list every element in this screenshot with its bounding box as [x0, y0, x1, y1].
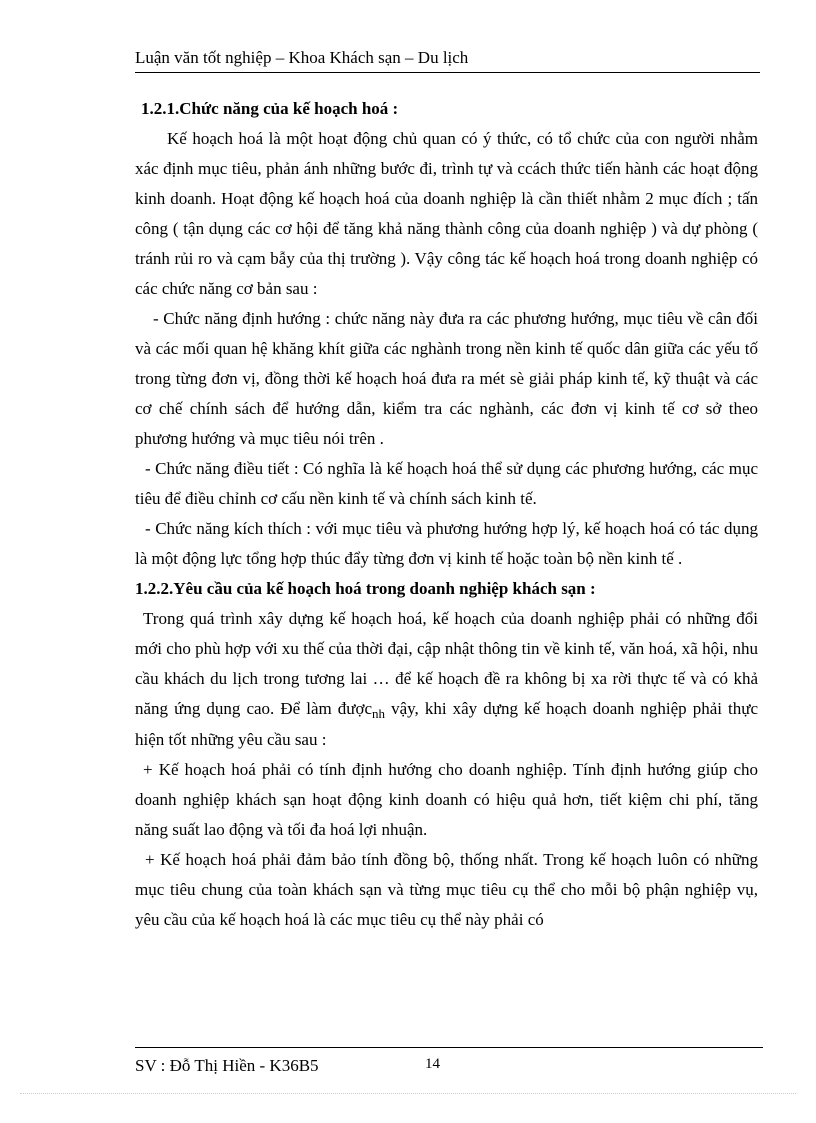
page-header: Luận văn tốt nghiệp – Khoa Khách sạn – Du lịch	[135, 48, 469, 67]
paragraph	[135, 604, 758, 755]
paragraph: - Chức năng kích thích : với mục tiêu và phương hướng hợp lý, kế hoạch hoá có tác dụng là một động lực tổng hợp thúc đẩy từng đơn vị kinh tế hoặc toàn bộ nền kinh tế .	[135, 519, 758, 568]
paragraph-text: Trong quá trình xây dựng kế hoạch hoá, kế hoạch của doanh nghiệp phải có những đổi mới cho phù hợp với xu thế của thời đại, cập nhật thông tin về kinh tế, văn hoá, xã hội, nhu cầu khách du lịch trong tương lai … để kế hoạch đề ra không bị xa rời thực tế và có khả năng ứng dụng cao. Để làm được	[135, 609, 758, 718]
paragraph: - Chức năng điều tiết : Có nghĩa là kế hoạch hoá thể sử dụng các phương hướng, các mục tiêu để điều chỉnh cơ cấu nền kinh tế và chính sách kinh tế.	[135, 459, 758, 508]
paragraph: + Kế hoạch hoá phải đảm bảo tính đồng bộ, thống nhất. Trong kế hoạch luôn có những mục tiêu chung của toàn khách sạn và từng mục tiêu cụ thể cho mỗi bộ phận nghiệp vụ, yêu cầu của kế hoạch hoá là các mục tiêu cụ thể này phải có	[135, 850, 758, 929]
footer-divider	[135, 1047, 763, 1048]
section-heading-1-2-1: 1.2.1.Chức năng của kế hoạch hoá :	[141, 99, 399, 118]
page-bottom-border	[20, 1093, 796, 1094]
paragraph: + Kế hoạch hoá phải có tính định hướng cho doanh nghiệp. Tính định hướng giúp cho doanh nghiệp khách sạn hoạt động kinh doanh có hiệu quả hơn, tiết kiệm chi phí, tăng năng suất lao động và tối đa hoá lợi nhuận.	[135, 760, 758, 839]
paragraph-text: vậy, khi xây dựng kế hoạch doanh nghiệp phải thực hiện tốt những yêu cầu sau :	[135, 699, 759, 749]
page-number: 14	[425, 1056, 440, 1072]
header-divider	[135, 72, 760, 73]
section-heading-1-2-2: 1.2.2.Yêu cầu của kế hoạch hoá trong doanh nghiệp khách sạn :	[135, 579, 596, 598]
document-body	[135, 94, 758, 935]
paragraph: - Chức năng định hướng : chức năng này đưa ra các phương hướng, mục tiêu về cân đối và các mối quan hệ khăng khít giữa các nghành trong nền kinh tế quốc dân giữa các yếu tố trong từng đơn vị, đồng thời kế hoạch hoá đưa ra mét sè giải pháp kinh tế, kỹ thuật và các cơ chế chính sách để hướng dẫn, kiểm tra các nghành, các đơn vị kinh tế cơ sở theo phương hướng và mục tiêu nói trên .	[135, 309, 758, 448]
subscript-text: nh	[372, 706, 386, 721]
paragraph: Kế hoạch hoá là một hoạt động chủ quan có ý thức, có tổ chức của con người nhằm xác định mục tiêu, phản ánh những bước đi, trình tự và ccách thức tiến hành các hoạt động kinh doanh. Hoạt động kế hoạch hoá của doanh nghiệp là cần thiết nhằm 2 mục đích ; tấn công ( tận dụng các cơ hội để tăng khả năng thành công của doanh nghiệp ) và dự phòng ( tránh rủi ro và cạm bẫy của thị trường ). Vậy công tác kế hoạch hoá trong doanh nghiệp có các chức năng cơ bản sau :	[135, 129, 758, 298]
footer-author: SV : Đỗ Thị Hiền - K36B5	[135, 1056, 319, 1075]
